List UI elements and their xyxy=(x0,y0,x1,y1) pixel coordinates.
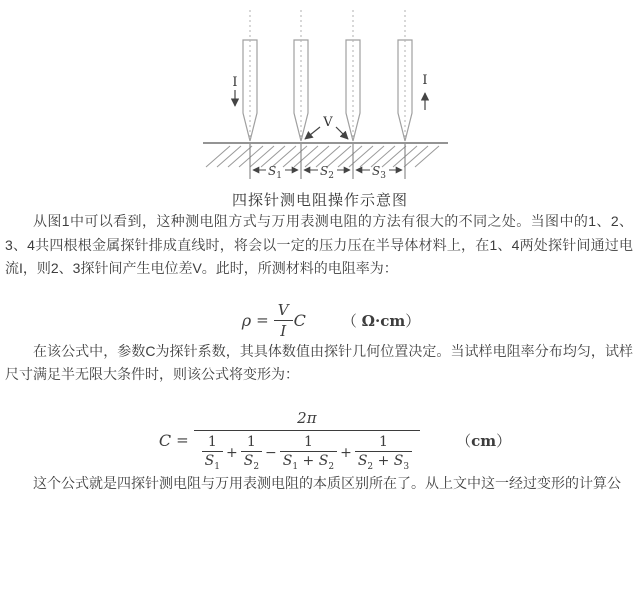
formula2-denominator xyxy=(194,430,420,472)
term-1-over-s2-plus-s3: $\frac{1}{S_2 + S_3}$ xyxy=(355,434,412,472)
formula1-coefficient: C xyxy=(293,310,306,330)
formula1-equals: = xyxy=(256,311,269,330)
formula2-unit-open: （ xyxy=(456,431,472,450)
formula2-lhs: C xyxy=(158,430,172,450)
term-1-over-s1: $\frac{1}{S_1}$ xyxy=(202,434,223,472)
formula2-unit-body: cm xyxy=(471,431,497,450)
term-1-over-s2: $\frac{1}{S_2}$ xyxy=(241,434,262,472)
formula1-lhs: ρ xyxy=(241,310,252,330)
formula2-main-fraction xyxy=(194,409,420,472)
operator-plus-1: + xyxy=(225,444,238,461)
figure-caption: 四探针测电阻操作示意图 xyxy=(231,192,408,209)
formula1-unit-close: ） xyxy=(405,311,421,330)
formula2-unit xyxy=(456,430,511,451)
current-in-label: I xyxy=(232,75,238,90)
paragraph-intro: 从图1中可以看到，这种测电阻方式与万用表测电阻的方法有很大的不同之处。当图中的1、2、3、4共四根根金属探针排成直线时，将会以一定的压力压在半导体材料上，在1、4两处探针间通过电流I，则2、3探针间产生电位差V。此时，所测材料的电阻率为： xyxy=(5,213,633,277)
formula1-denominator: I xyxy=(274,320,293,340)
formula1-unit-open: （ xyxy=(341,311,362,330)
formula1-numerator: V xyxy=(277,300,289,319)
fraction-v-over-i xyxy=(274,301,293,340)
spacing-label-s1: $S_1$ xyxy=(268,164,282,181)
formula2-equals: = xyxy=(176,431,189,450)
four-probe-diagram xyxy=(180,0,460,182)
operator-minus: − xyxy=(265,444,277,461)
spacing-label-s2: $S_2$ xyxy=(320,164,334,181)
formula-probe-coefficient xyxy=(0,409,638,472)
voltage-label: V xyxy=(323,115,333,130)
paragraph-conclusion: 这个公式就是四探针测电阻与万用表测电阻的本质区别所在了。从上文中这一经过变形的计算公 xyxy=(33,474,621,491)
formula1-unit-body: Ω·cm xyxy=(361,311,406,330)
formula1-unit xyxy=(342,310,420,331)
figure-four-probe xyxy=(180,0,460,210)
paragraph-coefficient: 在该公式中，参数C为探针系数，其具体数值由探针几何位置决定。当试样电阻率分布均匀，试样尺寸满足半无限大条件时，则该公式将变形为： xyxy=(5,342,633,383)
current-out-label: I xyxy=(422,73,428,88)
voltage-arrow-right xyxy=(336,127,348,139)
formula2-unit-close: ） xyxy=(496,431,512,450)
spacing-label-s3: $S_3$ xyxy=(372,164,386,181)
voltage-arrow-left xyxy=(305,127,320,139)
formula2-numerator: 2π xyxy=(297,408,317,427)
term-1-over-s1-plus-s2: $\frac{1}{S_1 + S_2}$ xyxy=(280,434,337,472)
formula-resistivity xyxy=(0,301,638,340)
operator-plus-2: + xyxy=(340,444,352,461)
